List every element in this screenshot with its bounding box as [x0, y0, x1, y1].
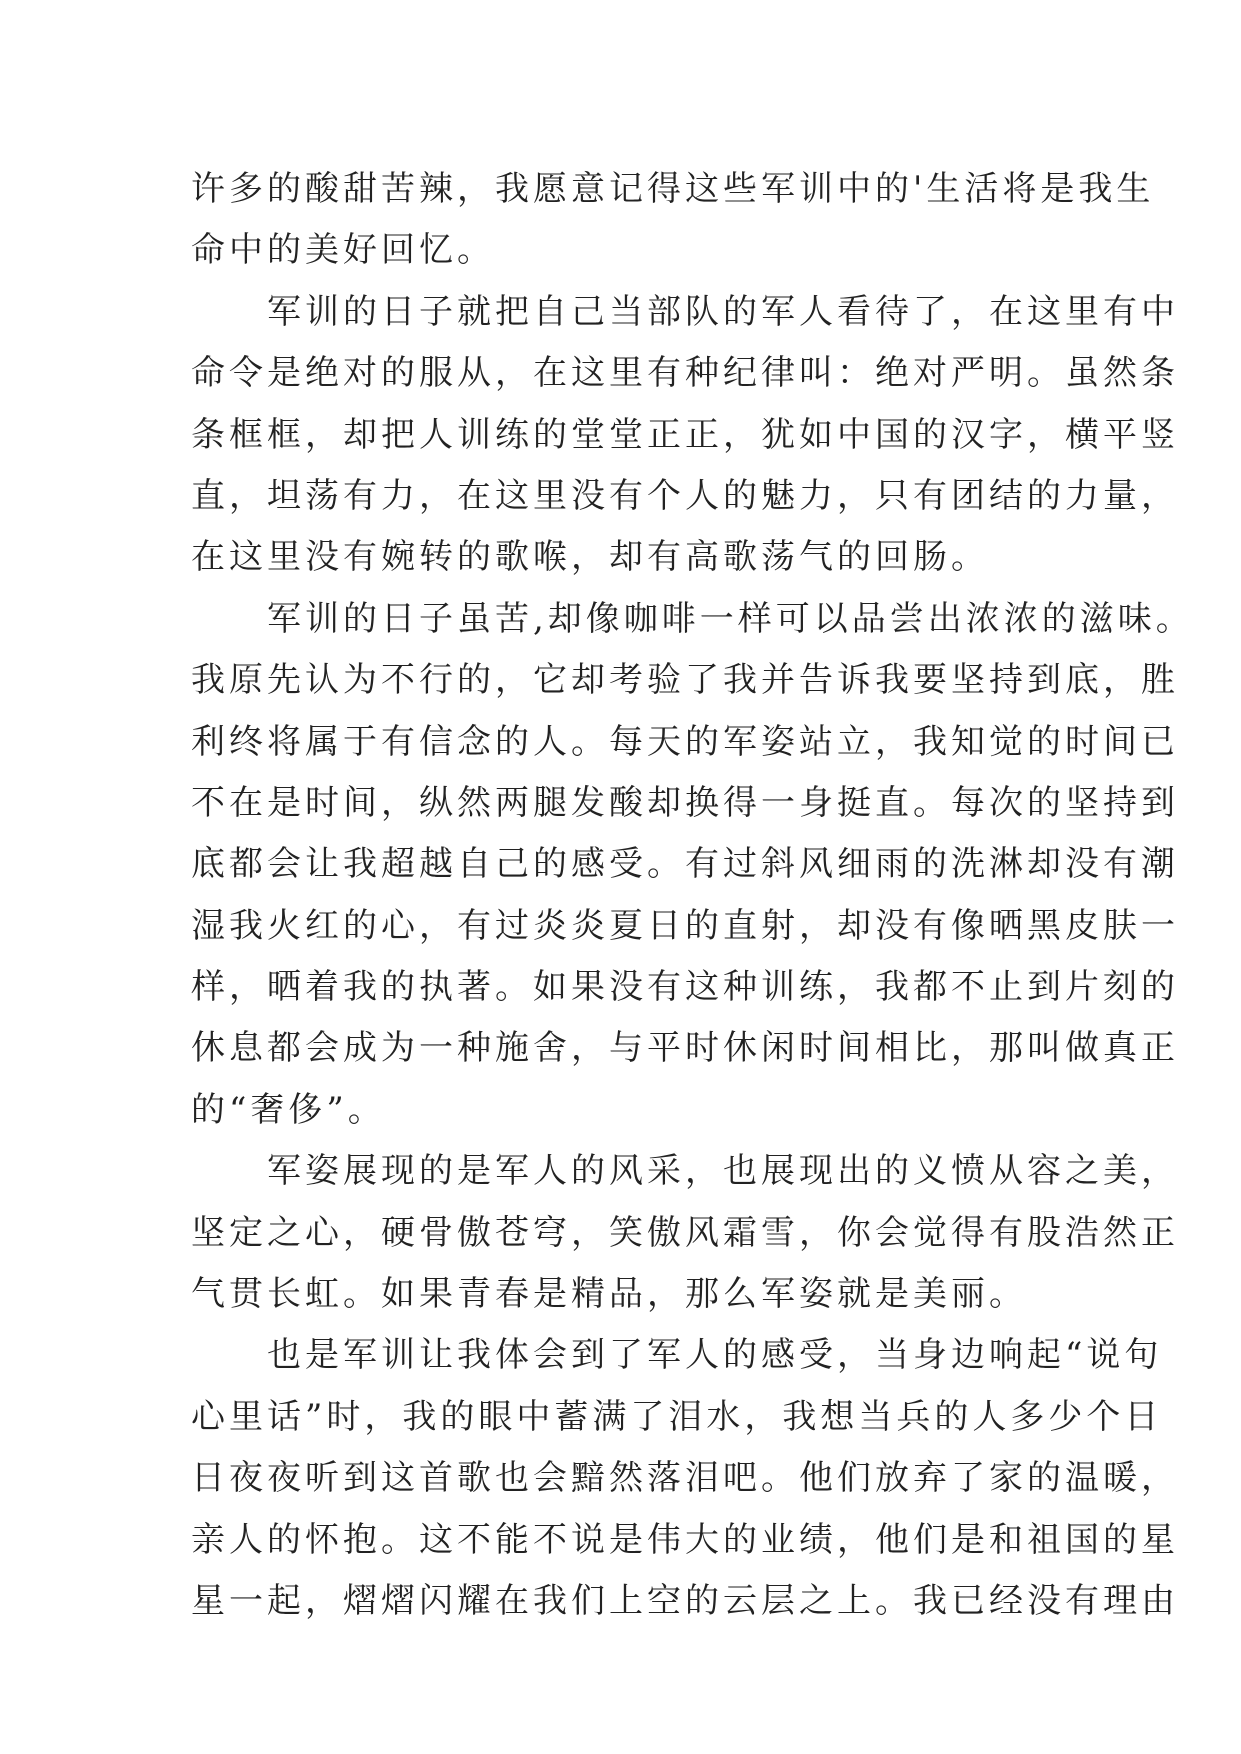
- text-line: 的“奢侈”。: [191, 1089, 386, 1130]
- text-line: 底都会让我超越自己的感受。有过斜风细雨的洗淋却没有潮: [191, 844, 1179, 885]
- text-line: 军训的日子就把自己当部队的军人看待了，在这里有中: [191, 291, 1179, 332]
- text-line: 休息都会成为一种施舍，与平时休闲时间相比，那叫做真正: [191, 1028, 1179, 1069]
- text-line: 我原先认为不行的，它却考验了我并告诉我要坚持到底，胜: [191, 660, 1179, 701]
- text-line: 利终将属于有信念的人。每天的军姿站立，我知觉的时间已: [191, 721, 1179, 762]
- text-line: 军训的日子虽苦,却像咖啡一样可以品尝出浓浓的滋味。: [191, 598, 1194, 639]
- essay-body: [191, 159, 1194, 1632]
- text-line: 条框框，却把人训练的堂堂正正，犹如中国的汉字，横平竖: [191, 414, 1179, 455]
- text-line: 直，坦荡有力，在这里没有个人的魅力，只有团结的力量，: [191, 475, 1179, 516]
- text-line: 许多的酸甜苦辣，我愿意记得这些军训中的'生活将是我生: [191, 169, 1155, 209]
- text-line: 日夜夜听到这首歌也会黯然落泪吧。他们放弃了家的温暖，: [191, 1458, 1179, 1499]
- text-line: 样，晒着我的执著。如果没有这种训练，我都不止到片刻的: [191, 967, 1179, 1008]
- text-line: 亲人的怀抱。这不能不说是伟大的业绩，他们是和祖国的星: [191, 1519, 1179, 1560]
- text-line: 气贯长虹。如果青春是精品，那么军姿就是美丽。: [191, 1274, 1027, 1315]
- text-line: 在这里没有婉转的歌喉，却有高歌荡气的回肠。: [191, 537, 989, 578]
- text-line: 也是军训让我体会到了军人的感受，当身边响起“说句: [191, 1335, 1163, 1376]
- text-line: 心里话”时，我的眼中蓄满了泪水，我想当兵的人多少个日: [191, 1396, 1163, 1437]
- text-line: 命令是绝对的服从，在这里有种纪律叫：绝对严明。虽然条: [191, 353, 1179, 394]
- text-line: 不在是时间，纵然两腿发酸却换得一身挺直。每次的坚持到: [191, 782, 1179, 823]
- text-line: 湿我火红的心，有过炎炎夏日的直射，却没有像晒黑皮肤一: [191, 905, 1179, 946]
- text-line: 坚定之心，硬骨傲苍穹，笑傲风霜雪，你会觉得有股浩然正: [191, 1212, 1179, 1253]
- text-line: 命中的美好回忆。: [191, 230, 495, 271]
- text-line: 军姿展现的是军人的风采，也展现出的义愤从容之美，: [191, 1151, 1179, 1192]
- text-line: 星一起，熠熠闪耀在我们上空的云层之上。我已经没有理由: [191, 1580, 1179, 1621]
